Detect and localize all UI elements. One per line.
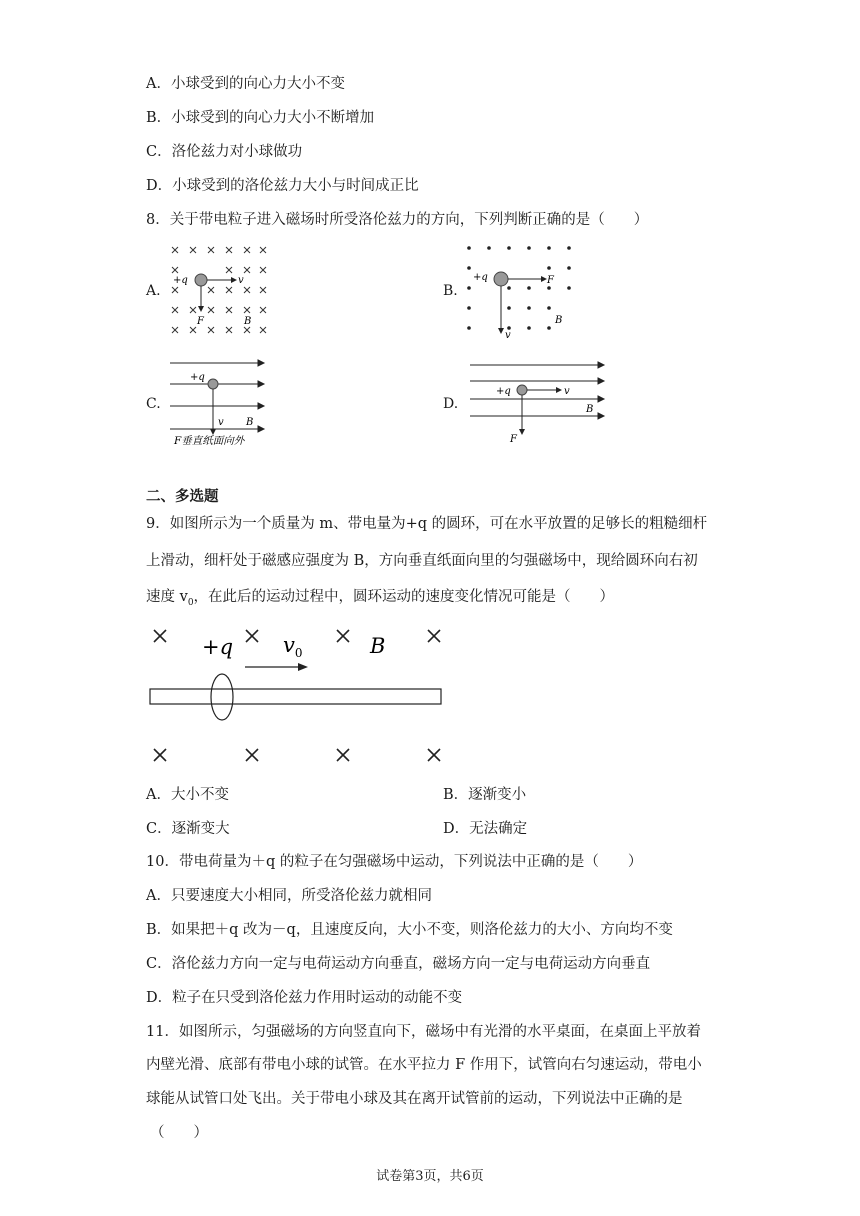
field-label: B [555, 315, 563, 326]
q8-figure-a [165, 240, 275, 340]
field-dot-mark [527, 306, 531, 310]
field-dot-mark [547, 306, 551, 310]
q8-label-b: B. [443, 283, 458, 299]
q9-stem-line1: 9．如图所示为一个质量为 m、带电量为+q 的圆环，可在水平放置的足够长的粗糙细杆 [146, 516, 708, 532]
q11-stem-line2: 内壁光滑、底部有带电小球的试管。在水平拉力 F 作用下，试管向右匀速运动，带电小 [146, 1057, 702, 1073]
field-label: B [246, 417, 254, 428]
field-dot-mark [467, 266, 471, 270]
field-dot-mark [467, 286, 471, 290]
rough-rod [150, 689, 441, 704]
velocity-label: v [564, 386, 570, 397]
field-dot-mark [507, 306, 511, 310]
field-dot-mark [547, 246, 551, 250]
force-label: F [547, 275, 554, 286]
force-label: F [510, 434, 517, 445]
q8-label-d: D. [443, 396, 459, 412]
magnetic-field-into-page-crosses [172, 247, 266, 333]
field-dot-mark [567, 246, 571, 250]
q9-option-b: B．逐渐变小 [443, 787, 527, 803]
charged-particle [208, 379, 218, 389]
q9-option-c: C．逐渐变大 [146, 821, 230, 837]
q8-label-c: C. [146, 396, 161, 412]
force-caption: F垂直纸面向外 [174, 435, 245, 447]
charge-label: +q [190, 372, 205, 383]
field-dot-mark [467, 246, 471, 250]
velocity-label: $v_0$ [283, 633, 303, 660]
charged-ring [211, 674, 233, 720]
force-label: F [197, 316, 204, 327]
q9-option-a: A．大小不变 [146, 787, 229, 803]
velocity-label: v [238, 275, 244, 286]
q8-figure-d [468, 357, 613, 447]
q8-label-a: A. [146, 283, 161, 299]
q7-option-b: B．小球受到的向心力大小不断增加 [146, 110, 375, 126]
q9-stem-line3: 速度 $v_0$，在此后的运动过程中，圆环运动的速度变化情况可能是（ ） [146, 589, 615, 608]
q10-option-b: B．如果把＋q 改为－q，且速度反向，大小不变，则洛伦兹力的大小、方向均不变 [146, 922, 673, 938]
field-dot-mark [467, 326, 471, 330]
q7-option-d: D．小球受到的洛伦兹力大小与时间成正比 [146, 178, 419, 194]
field-dot-mark [507, 246, 511, 250]
charge-label: +q [496, 386, 511, 397]
field-dot-mark [567, 286, 571, 290]
q7-option-c: C．洛伦兹力对小球做功 [146, 144, 303, 160]
q7-option-a: A．小球受到的向心力大小不变 [146, 76, 345, 92]
charge-label: +q [202, 635, 234, 659]
q10-option-a: A．只要速度大小相同，所受洛伦兹力就相同 [146, 888, 432, 904]
field-dot-mark [507, 286, 511, 290]
field-dot-mark [547, 286, 551, 290]
q9-stem-line2: 上滑动，细杆处于磁感应强度为 B，方向垂直纸面向里的匀强磁场中，现给圆环向右初 [146, 553, 698, 569]
field-dot-mark [487, 246, 491, 250]
field-label: B [370, 634, 386, 658]
field-dot-mark [547, 326, 551, 330]
field-dot-mark [547, 266, 551, 270]
field-label: B [244, 316, 252, 327]
charged-particle [517, 385, 527, 395]
field-dot-mark [467, 306, 471, 310]
page-footer: 试卷第3页，共6页 [376, 1169, 484, 1184]
q11-stem-line4: （ ） [150, 1125, 208, 1141]
charge-label: +q [473, 272, 488, 283]
charged-particle [494, 272, 508, 286]
q9-figure [148, 622, 448, 767]
q10-option-c: C．洛伦兹力方向一定与电荷运动方向垂直，磁场方向一定与电荷运动方向垂直 [146, 956, 651, 972]
charged-particle [195, 274, 207, 286]
q9-option-d: D．无法确定 [443, 821, 528, 837]
q8-figure-b [463, 240, 583, 340]
field-label: B [586, 404, 594, 415]
velocity-label: v [218, 417, 224, 428]
q10-stem: 10．带电荷量为＋q 的粒子在匀强磁场中运动，下列说法中正确的是（ ） [146, 854, 643, 870]
section-title-multiple-choice: 二、多选题 [146, 489, 219, 505]
field-dot-mark [527, 286, 531, 290]
velocity-label: v [505, 330, 511, 340]
charge-label: +q [173, 275, 188, 286]
q8-stem: 8．关于带电粒子进入磁场时所受洛伦兹力的方向，下列判断正确的是（ ） [146, 212, 649, 228]
q10-option-d: D．粒子在只受到洛伦兹力作用时运动的动能不变 [146, 990, 463, 1006]
field-dot-mark [527, 326, 531, 330]
field-dot-mark [527, 246, 531, 250]
q8-figure-c [168, 355, 278, 450]
field-dot-mark [567, 266, 571, 270]
q11-stem-line1: 11．如图所示，匀强磁场的方向竖直向下，磁场中有光滑的水平桌面，在桌面上平放着 [146, 1024, 701, 1040]
q11-stem-line3: 球能从试管口处飞出。关于带电小球及其在离开试管前的运动，下列说法中正确的是 [146, 1091, 683, 1107]
